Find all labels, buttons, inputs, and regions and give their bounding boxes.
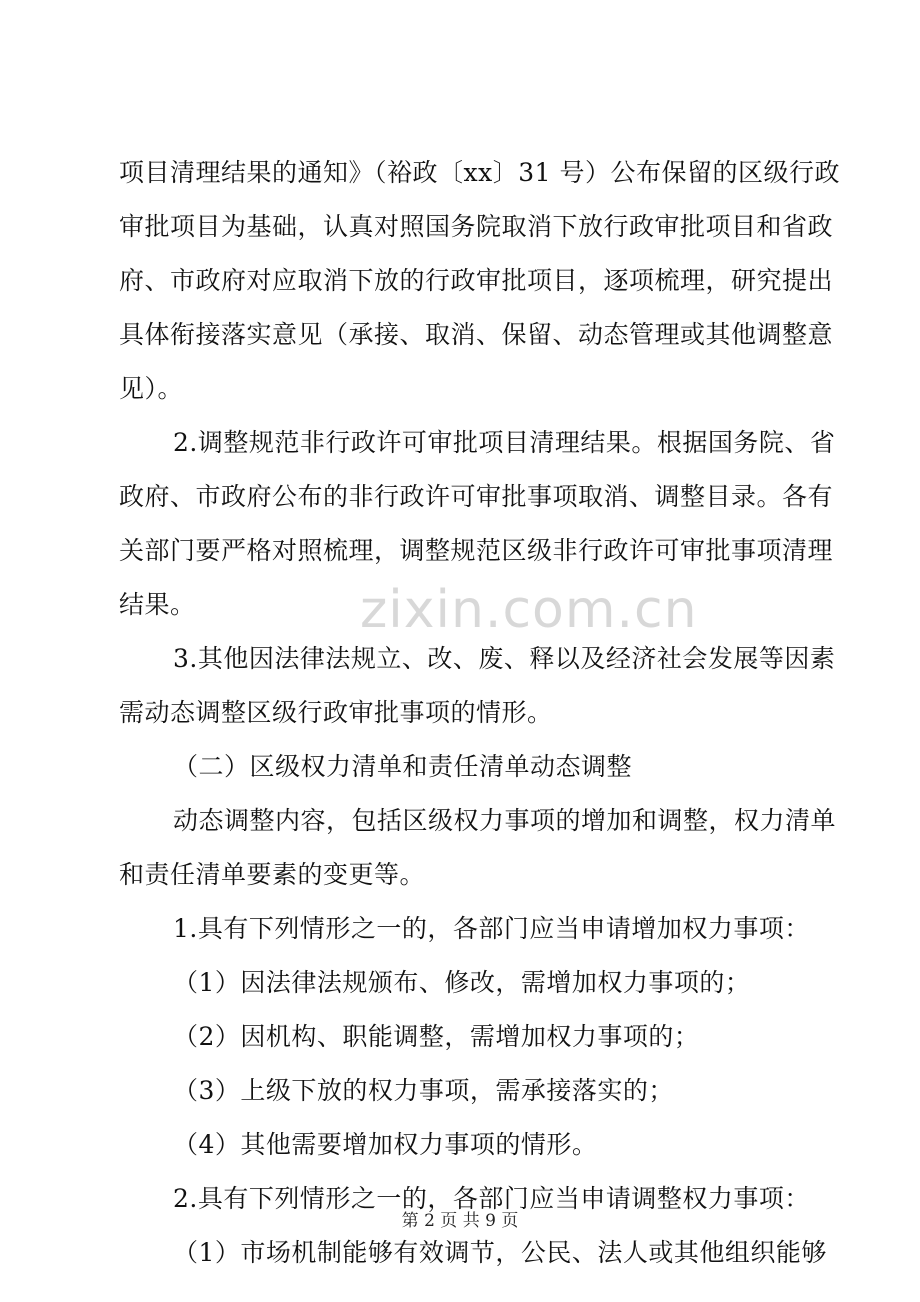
paragraph-line: 和责任清单要素的变更等。 — [119, 860, 426, 889]
paragraph-line: 政府、市政府公布的非行政许可审批事项取消、调整目录。各有 — [119, 482, 834, 511]
paragraph-line: 具体衔接落实意见（承接、取消、保留、动态管理或其他调整意 — [119, 320, 834, 349]
paragraph-line: 项目清理结果的通知》（裕政〔xx〕31 号）公布保留的区级行政 — [119, 158, 840, 187]
paragraph-line: 府、市政府对应取消下放的行政审批项目，逐项梳理，研究提出 — [119, 266, 834, 295]
paragraph-line: 2.调整规范非行政许可审批项目清理结果。根据国务院、省 — [173, 428, 836, 457]
paragraph-line: 结果。 — [119, 590, 196, 619]
list-item: （3）上级下放的权力事项，需承接落实的； — [173, 1076, 674, 1105]
page-number-footer: 第 2 页 共 9 页 — [401, 1211, 519, 1231]
paragraph-line: 3.其他因法律法规立、改、废、释以及经济社会发展等因素 — [173, 644, 836, 673]
paragraph-line: 需动态调整区级行政审批事项的情形。 — [119, 698, 553, 727]
list-item: （1）因法律法规颁布、修改，需增加权力事项的； — [173, 968, 751, 997]
list-item: （1）市场机制能够有效调节，公民、法人或其他组织能够 — [173, 1238, 827, 1267]
watermark-text: zixin.com.cn — [360, 580, 698, 640]
section-heading: （二）区级权力清单和责任清单动态调整 — [173, 752, 633, 781]
list-item: （2）因机构、职能调整，需增加权力事项的； — [173, 1022, 700, 1051]
list-heading: 2.具有下列情形之一的，各部门应当申请调整权力事项： — [173, 1184, 810, 1213]
paragraph-line: 见）。 — [119, 374, 184, 403]
list-item: （4）其他需要增加权力事项的情形。 — [173, 1130, 598, 1159]
paragraph-line: 动态调整内容，包括区级权力事项的增加和调整，权力清单 — [173, 806, 837, 835]
paragraph-line: 关部门要严格对照梳理，调整规范区级非行政许可审批事项清理 — [119, 536, 834, 565]
paragraph-line: 审批项目为基础，认真对照国务院取消下放行政审批项目和省政 — [119, 212, 834, 241]
list-heading: 1.具有下列情形之一的，各部门应当申请增加权力事项： — [173, 914, 810, 943]
document-body — [119, 146, 840, 1280]
